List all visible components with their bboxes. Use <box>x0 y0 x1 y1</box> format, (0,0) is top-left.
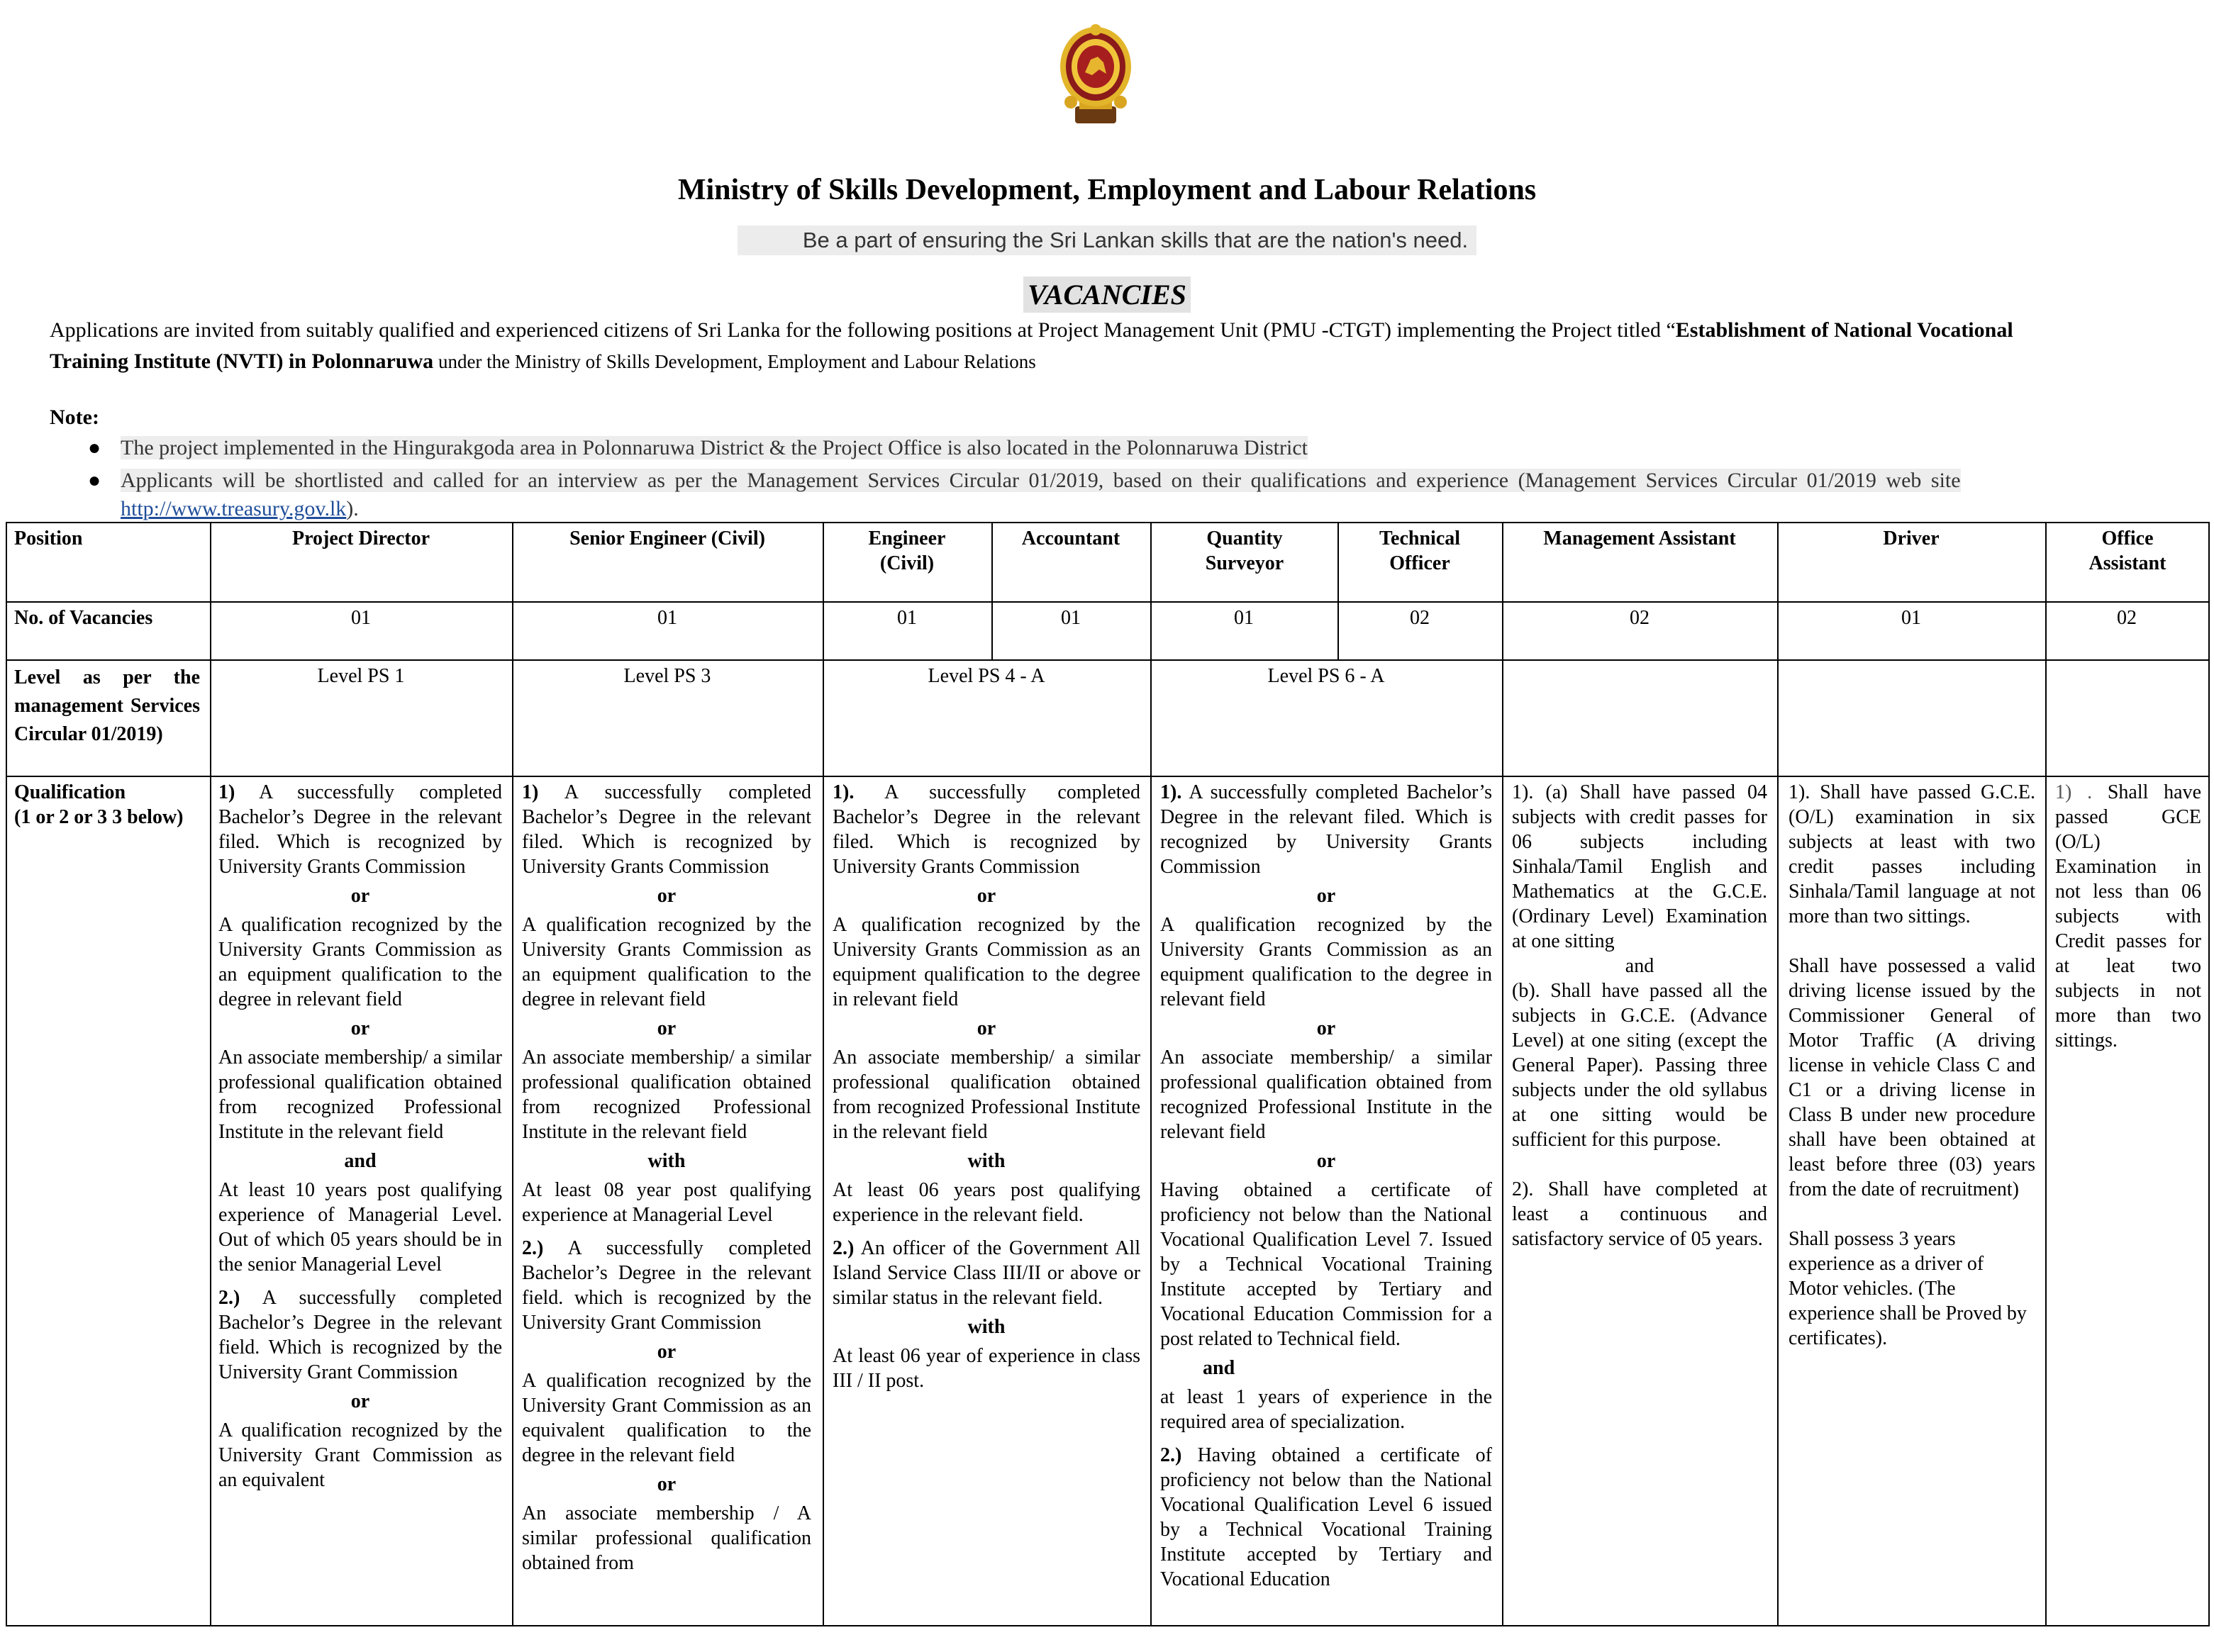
vacancies-value: 02 <box>1410 607 1430 629</box>
sri-lanka-national-emblem-icon <box>1057 23 1135 128</box>
level-value: Level PS 6 - A <box>1267 665 1385 687</box>
qualification-project-director: 1) A successfully completed Bachelor’s Degree in the relevant filed. Which is recognized by University Grants Commission or A qualification recognized by the University Grants Commission as an equipment qualification to the degree in relevant field or An associate membership/ a similar professional qualification obtained from recognized Professional Institute in the relevant field and At least 10 years post qualifying experience of Managerial Level. Out of which 05 years should be in the senior Managerial Level 2.) A successfully completed Bachelor’s Degree in the relevant field. Which is recognized by the University Grant Commission or A qualification recognized by the University Grant Commission as an equivalent <box>218 781 502 1491</box>
position-project-director: Project Director <box>291 528 430 549</box>
qualification-office-assistant: 1) . Shall have passed GCE (O/L) Examination in not less than 06 subjects with Credit passes for at leat two subjects in not more than two sittings. <box>2055 781 2201 1051</box>
table-col-divider <box>823 522 824 1625</box>
vacancies-value: 02 <box>1630 607 1650 629</box>
table-col-divider <box>1150 522 1152 1625</box>
position-senior-engineer: Senior Engineer (Civil) <box>569 528 765 549</box>
table-col-divider <box>210 522 211 1625</box>
vacancies-value: 01 <box>1234 607 1254 629</box>
table-border-right <box>2208 522 2210 1625</box>
tagline: Be a part of ensuring the Sri Lankan skills that are the nation's need. <box>738 225 1476 255</box>
qualification-quantity-surveyor-technical-officer: 1). A successfully completed Bachelor’s Degree in the relevant filed. Which is recognized by University Grants Commission or A qualification recognized by the University Grants Commission as an equipment qualification to the degree in relevant field or An associate membership/ a similar professional qualification obtained from recognized Professional Institute in the relevant field or Having obtained a certificate of proficiency not below than the National Vocational Qualification Level 7. Issued by a Technical Vocational Training Institute accepted by Tertiary and Vocational Education Commission for a post related to Technical field. and at least 1 years of experience in the required area of specialization. 2.) Having obtained a certificate of proficiency not below than the National Vocational Qualification Level 6 issued by a Technical Vocational Training Institute accepted by Tertiary and Vocational Education <box>1160 781 1492 1590</box>
position-technical-officer: Technical Officer <box>1379 528 1461 574</box>
table-col-divider <box>991 522 993 659</box>
table-col-divider <box>1502 522 1503 1625</box>
vacancies-value: 01 <box>897 607 917 629</box>
row-header-vacancies: No. of Vacancies <box>14 607 153 629</box>
position-quantity-surveyor: Quantity Surveyor <box>1205 528 1284 574</box>
vacancies-heading: VACANCIES <box>1023 277 1191 313</box>
table-row-divider <box>6 601 2210 603</box>
qualification-engineer-accountant: 1). A successfully completed Bachelor’s Degree in the relevant filed. Which is recognized by University Grants Commission or A qualification recognized by the University Grants Commission as an equipment qualification to the degree in relevant field or An associate membership/ a similar professional qualification obtained from recognized Professional Institute in the relevant field with At least 06 years post qualifying experience in the relevant field. 2.) An officer of the Government All Island Service Class III/II or above or similar status in the relevant field. with At least 06 year of experience in class III / II post. <box>833 781 1140 1392</box>
intro-paragraph: Applications are invited from suitably qualified and experienced citizens of Sri Lanka for the following positions at Project Management Unit (PMU -CTGT) implementing the Project titled “Establishment of National Vocational Training Institute (NVTI) in Polonnaruwa under the Ministry of Skills Development, Employment and Labour Relations <box>50 318 2013 373</box>
qualification-management-assistant: 1). (a) Shall have passed 04 subjects with credit passes for 06 subjects including Sinhala/Tamil English and Mathematics at the G.C.E. (Ordinary Level) Examination at one sitting and (b). Shall have passed all the subjects in G.C.E. (Advance Level) at one siting (except the General Paper). Passing three subjects under the old syllabus at one sitting would be sufficient for this purpose. 2). Shall have completed at least a continuous and satisfactory service of 05 years. <box>1512 781 1767 1250</box>
note-bullet-2: ● Applicants will be shortlisted and called for an interview as per the Management Services Circular 01/2019, based on their qualifications and experience (Management Services Circular 01/2019 web site <box>88 469 1961 492</box>
position-accountant: Accountant <box>1021 528 1120 549</box>
table-col-divider <box>1337 522 1339 659</box>
table-row-divider <box>6 659 2210 661</box>
qualification-driver: 1). Shall have passed G.C.E. (O/L) examination in six subjects at least with two credit passes including Sinhala/Tamil language at not more than two sittings. Shall have possessed a valid driving license issued by the Commissioner General of Motor Traffic (A driving license in vehicle Class C and C1 or a driving license in Class B under new procedure shall have been obtained at least before three (03) years from the date of recruitment) Shall possess 3 years experience as a driver of Motor vehicles. (The experience shall be Proved by certificates). <box>1789 781 2035 1349</box>
vacancies-value: 02 <box>2117 607 2137 629</box>
vacancies-value: 01 <box>657 607 677 629</box>
note-label: Note: <box>50 406 99 429</box>
position-engineer: Engineer (Civil) <box>868 528 946 574</box>
vacancies-value: 01 <box>1061 607 1081 629</box>
table-border-bottom <box>6 1625 2210 1626</box>
table-border-top <box>6 522 2210 523</box>
level-value: Level PS 3 <box>623 665 711 687</box>
row-header-position: Position <box>14 528 83 549</box>
note-bullet-1: ● The project implemented in the Hingurakgoda area in Polonnaruwa District & the Project Office is also located in the Polonnaruwa District <box>88 436 1308 459</box>
table-col-divider <box>2045 522 2047 1625</box>
table-border-left <box>6 522 7 1625</box>
position-driver: Driver <box>1883 528 1940 549</box>
treasury-link[interactable]: http://www.treasury.gov.lk <box>121 497 347 520</box>
table-col-divider <box>1777 522 1779 1625</box>
level-value: Level PS 1 <box>317 665 405 687</box>
table-col-divider <box>512 522 513 1625</box>
row-header-qualification: Qualification (1 or 2 or 3 3 below) <box>14 781 184 828</box>
vacancies-value: 01 <box>1901 607 1921 629</box>
position-office-assistant: Office Assistant <box>2088 528 2166 574</box>
qualification-senior-engineer: 1) A successfully completed Bachelor’s Degree in the relevant filed. Which is recognized by University Grants Commission or A qualification recognized by the University Grants Commission as an equipment qualification to the degree in relevant field or An associate membership/ a similar professional qualification obtained from recognized Professional Institute in the relevant field with At least 08 year post qualifying experience at Managerial Level 2.) A successfully completed Bachelor’s Degree in the relevant field. which is recognized by the University Grant Commission or A qualification recognized by the University Grant Commission as an equivalent qualification to the degree in the relevant field or An associate membership / A similar professional qualification obtained from <box>522 781 811 1574</box>
ministry-title: Ministry of Skills Development, Employment and Labour Relations <box>677 174 1537 206</box>
row-header-level: Level as per the management Services Circular 01/2019) <box>14 666 200 745</box>
level-value: Level PS 4 - A <box>928 665 1045 687</box>
note-bullet-2-link-line: http://www.treasury.gov.lk). <box>121 497 359 520</box>
table-row-divider <box>6 776 2210 777</box>
position-management-assistant: Management Assistant <box>1543 528 1736 549</box>
vacancies-value: 01 <box>351 607 371 629</box>
